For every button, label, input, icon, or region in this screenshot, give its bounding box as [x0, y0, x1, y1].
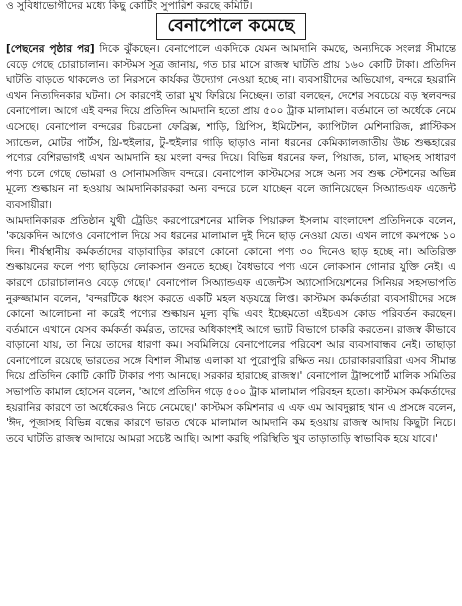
article-body: [6, 42, 456, 602]
paragraph-1-text: দিকে ঝুঁকছেন। বেনাপোলে একদিকে যেমন আমদানি কমছে, অন্যদিকে সংলগ্ন সীমান্তে বেড়ে গেছে চোরাচালান। কাস্টমস সূত্র জানায়, গত চার মাসে রাজস্ব ঘাটতি প্রায় ১৬০ কোটি টাকা। প্রতিদিন ঘাটতি বাড়তে থাকলেও তা নিরসনে কার্যকর উদ্যোগ নেওয়া হচ্ছে না। ব্যবসায়ীদের অভিযোগ, বন্দরে হয়রানি এখন নিত্যদিনকার ঘটনা। সে কারণেই তারা মুখ ফিরিয়ে নিচ্ছেন। তারা বলছেন, দেশের সবচেয়ে বড় স্থলবন্দর বেনাপোল। আগে এই বন্দর দিয়ে প্রতিদিন আমদানি হতো প্রায় ৫০০ ট্রাক মালামাল। বর্তমানে তা অর্ধেকে নেমে এসেছে। বেনাপোল বন্দরের চিরচেনা ফেব্রিক্স, শাড়ি, থ্রিপিস, ইমিটেশন, ক্যাপিটাল মেশিনারিজ, প্লাস্টিকস স্যান্ডেল, মোটর পার্টস, থ্রি-হুইলার, টু-হুইলার গাড়ি ছাড়াও নানা ধরনের কেমিক্যালজাতীয় উচ্চ শুল্কহারের পণ্যের বেশিরভাগই এখন আমদানি হয় মংলা বন্দর দিয়ে। বিভিন্ন ধরনের ফল, পিয়াজ, চাল, মাছসহ সাধারণ পণ্য চলে গেছে ভোমরা ও সোনামসজিদ বন্দরে। বেনাপোল কাস্টমসের সঙ্গে অন্য সব শুল্ক স্টেশনের অভিন্ন মূল্যে শুল্কায়ন না হওয়ায় আমদানিকারকরা অন্য বন্দরে চলে যাচ্ছেন বলে জানিয়েছেন সিঅ্যান্ডএফ এজেন্ট ব্যবসায়ীরা।: [6, 43, 456, 211]
headline-container: [0, 13, 462, 40]
paragraph-2-text: আমদানিকারক প্রতিষ্ঠান যুথী ট্রেডিং করপোরেশনের মালিক পিয়ারুল ইসলাম বাংলাদেশ প্রতিদিনকে বলেন, 'কয়েকদিন আগেও বেনাপোল দিয়ে সব ধরনের মালামাল দুই দিনে ছাড় নেওয়া যেত। এখন লাগে কমপক্ষে ১০ দিন। শীর্ষস্থানীয় কর্মকর্তাদের বাড়াবাড়ির কারণে কোনো কোনো পণ্য ৩০ দিনেও ছাড় হচ্ছে না। অতিরিক্ত শুল্কায়নের ফলে পণ্য ছাড়িয়ে লোকসান গুনতে হচ্ছে। বৈধভাবে পণ্য এনে লোকসান গোনার যুক্তি নেই। এ কারণে চোরাচালানও বেড়ে গেছে।' বেনাপোল সিঅ্যান্ডএফ এজেন্টস অ্যাসোসিয়েশনের সিনিয়র সহসভাপতি নুরুজ্জামান বলেন, 'বন্দরটিকে ধ্বংস করতে একটি মহল ষড়যন্ত্রে লিপ্ত। কাস্টমস কর্মকর্তারা ব্যবসায়ীদের সঙ্গে কোনো আলোচনা না করেই পণ্যের শুল্কায়ন মূল্য বৃদ্ধি এবং ইচ্ছেমতো এইচএস কোড পরিবর্তন করছেন। বর্তমানে এখানে যেসব কর্মকর্তা কর্মরত, তাদের অধিকাংশই আগে ভ্যাট বিভাগে চাকরি করতেন। রাজস্ব কীভাবে বাড়ানো যায়, তা নিয়ে তাদের ধারণা কম। সবমিলিয়ে বেনাপোলের পরিবেশ আর ব্যবসাবান্ধব নেই। তাছাড়া বেনাপোলে রয়েছে ভারতের সঙ্গে বিশাল সীমান্ত এলাকা যা পুরোপুরি রক্ষিত নয়। চোরাকারবারিরা এসব সীমান্ত দিয়ে প্রতিদিন কোটি কোটি টাকার পণ্য আনছে। সরকার হারাচ্ছে রাজস্ব।' বেনাপোল ট্রান্সপোর্ট মালিক সমিতির সভাপতি কামাল হোসেন বলেন, 'আগে প্রতিদিন গড়ে ৫০০ ট্রাক মালামাল পরিবহন হতো। কাস্টমস কর্মকর্তাদের হয়রানির কারণে তা অর্ধেকেরও নিচে নেমেছে।' কাস্টমস কমিশনার এ এফ এম আবদুল্লাহ খান এ প্রসঙ্গে বলেন, 'ঈদ, পূজাসহ বিভিন্ন বন্ধের কারণে ভারত থেকে মালামাল আমদানি কম হওয়ায় রাজস্ব আদায় কিছুটা নিচে। তবে ঘাটতি রাজস্ব আদায়ে আমরা সচেষ্ট আছি। আশা করছি পরিস্থিতি খুব তাড়াতাড়ি স্বাভাবিক হয়ে যাবে।': [6, 214, 456, 445]
article-paragraph-1: [6, 42, 456, 214]
article-paragraph-2: [6, 214, 456, 448]
headline: বেনাপোলে কমেছে: [156, 13, 305, 40]
continued-from-kicker: [পেছনের পৃষ্ঠার পর]: [6, 43, 95, 55]
previous-article-tail: ও সুবিধাভোগীদের মধ্যে কিছু কোটিং সুপারিশ করছে কমিটি।: [6, 0, 253, 12]
